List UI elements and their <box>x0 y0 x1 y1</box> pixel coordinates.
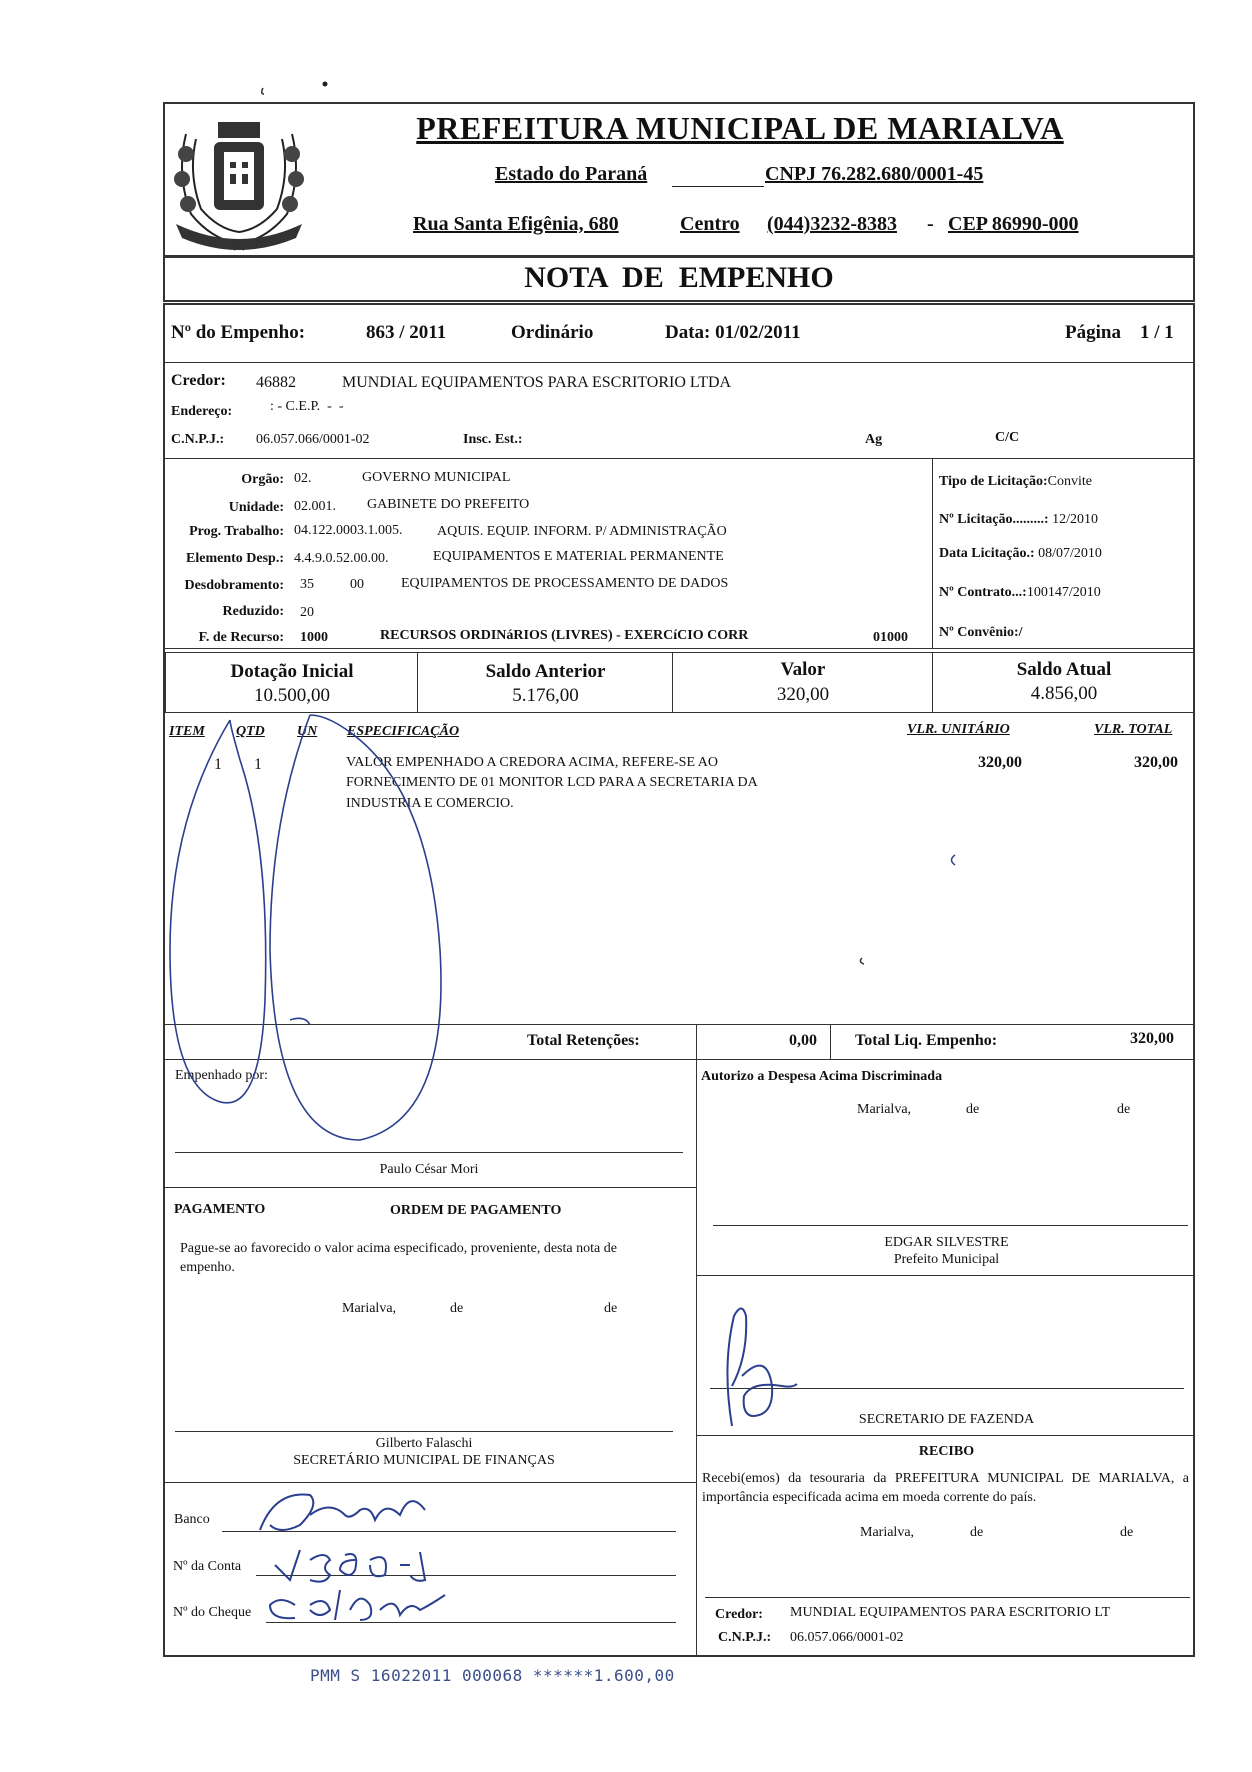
divider <box>830 1024 831 1059</box>
address-phone: (044)3232-8383 <box>767 213 897 235</box>
autorizo-de-1: de <box>966 1102 980 1117</box>
desdobramento-sub: 00 <box>350 577 364 592</box>
desdobramento-code: 35 <box>300 577 314 592</box>
address-district: Centro <box>680 213 740 235</box>
credor-address: : - C.E.P. - - <box>270 399 344 414</box>
numero-contrato <box>939 585 1101 601</box>
dotacao-label: Dotação Inicial <box>230 661 354 682</box>
recurso-code: 1000 <box>300 630 328 645</box>
recibo-cnpj: 06.057.066/0001-02 <box>790 1630 904 1645</box>
banco-line <box>222 1531 676 1532</box>
divider <box>672 652 673 713</box>
municipality-cnpj: CNPJ 76.282.680/0001-45 <box>765 163 984 185</box>
ordem-pagamento-label: ORDEM DE PAGAMENTO <box>390 1203 562 1218</box>
credor-code: 46882 <box>256 374 296 391</box>
fazenda-role: SECRETARIO DE FAZENDA <box>858 1412 1035 1427</box>
signature-line <box>175 1431 673 1432</box>
unidade-name: GABINETE DO PREFEITO <box>367 497 530 512</box>
signature-line <box>175 1152 683 1153</box>
payment-stamp: PMM S 16022011 000068 ******1.600,00 <box>310 1666 675 1685</box>
autorizo-de-2: de <box>1117 1102 1131 1117</box>
orgao-label: Orgão: <box>241 472 284 487</box>
signature-line <box>710 1388 1184 1389</box>
saldo-atual-value: 4.856,00 <box>1030 683 1098 704</box>
insc-est-label: Insc. Est.: <box>463 432 523 447</box>
recibo-de-1: de <box>970 1525 984 1540</box>
especificacao-header: ESPECIFICAÇÃO <box>347 724 460 739</box>
reduzido-label: Reduzido: <box>222 604 284 619</box>
numero-licitacao-label: Nº Licitação.........: <box>939 512 1049 527</box>
valor-value: 320,00 <box>776 684 830 705</box>
recibo-de-2: de <box>1120 1525 1134 1540</box>
municipality-title: PREFEITURA MUNICIPAL DE MARIALVA <box>416 110 1064 146</box>
numero-licitacao <box>939 512 1098 528</box>
pagamento-place: Marialva, <box>342 1301 397 1316</box>
pagamento-text: Pague-se ao favorecido o valor acima especificado, proveniente, desta nota de empenho. <box>180 1241 617 1275</box>
qtd-header: QTD <box>236 724 265 739</box>
un-header: UN <box>297 724 318 739</box>
elemento-code: 4.4.9.0.52.00.00. <box>294 551 389 566</box>
pagamento-role: SECRETÁRIO MUNICIPAL DE FINANÇAS <box>293 1453 555 1468</box>
signature-line <box>713 1225 1188 1226</box>
cheque-line <box>266 1622 676 1623</box>
item-header: ITEM <box>169 724 205 739</box>
credor-cnpj: 06.057.066/0001-02 <box>256 432 370 447</box>
data-licitacao-value: 08/07/2010 <box>1038 546 1102 561</box>
account-label: C/C <box>995 430 1020 445</box>
saldo-anterior-label: Saldo Anterior <box>485 661 606 682</box>
cheque-label: Nº do Cheque <box>173 1605 252 1620</box>
doc-title: NOTA DE EMPENHO <box>524 261 834 294</box>
address-cep: CEP 86990-000 <box>948 213 1079 235</box>
credor-name: MUNDIAL EQUIPAMENTOS PARA ESCRITORIO LTDA <box>342 374 732 391</box>
vlr-total-header: VLR. TOTAL <box>1094 722 1173 737</box>
autorizo-label: Autorizo a Despesa Acima Discriminada <box>701 1069 943 1084</box>
divider <box>696 1435 1195 1436</box>
agency-label: Ag <box>865 432 883 447</box>
divider <box>163 1482 696 1483</box>
desdobramento-label: Desdobramento: <box>184 578 284 593</box>
data-licitacao <box>939 546 1102 562</box>
pagamento-de-1: de <box>450 1301 464 1316</box>
tipo-licitacao-label: Tipo de Licitação: <box>939 474 1048 489</box>
pagamento-signer: Gilberto Falaschi <box>375 1436 473 1451</box>
recibo-credor-label: Credor: <box>715 1607 763 1622</box>
divider <box>163 648 1195 649</box>
credor-cnpj-label: C.N.P.J.: <box>171 432 225 447</box>
liq-empenho-value: 320,00 <box>1130 1030 1174 1047</box>
valor-label: Valor <box>780 659 826 680</box>
liq-empenho-label: Total Liq. Empenho: <box>855 1032 998 1049</box>
autorizo-role: Prefeito Municipal <box>893 1252 1000 1267</box>
tipo-licitacao-value: Convite <box>1047 474 1092 489</box>
divider <box>932 458 933 648</box>
item-spec-line-1: VALOR EMPENHADO A CREDORA ACIMA, REFERE-SE AO <box>346 755 718 770</box>
banco-label: Banco <box>174 1512 210 1527</box>
recibo-text: Recebi(emos) da tesouraria da PREFEITURA MUNICIPAL DE MARIALVA, a importância especificada acima em moeda corrente do país. <box>702 1471 1189 1505</box>
orgao-code: 02. <box>294 471 312 486</box>
page-number: 1 / 1 <box>1140 322 1174 343</box>
numero-licitacao-value: 12/2010 <box>1052 512 1098 527</box>
coat-of-arms-logo <box>166 104 312 252</box>
item-qty: 1 <box>254 756 262 773</box>
elemento-name: EQUIPAMENTOS E MATERIAL PERMANENTE <box>433 549 724 564</box>
empenho-type: Ordinário <box>511 322 594 343</box>
elemento-label: Elemento Desp.: <box>186 551 284 566</box>
divider <box>696 1275 1195 1276</box>
credor-label: Credor: <box>171 372 226 389</box>
numero-convenio-label: Nº Convênio:/ <box>939 625 1023 640</box>
empenhado-label: Empenhado por: <box>175 1068 268 1083</box>
retencoes-value: 0,00 <box>789 1032 817 1049</box>
orgao-name: GOVERNO MUNICIPAL <box>362 470 511 485</box>
empenho-number: 863 / 2011 <box>366 322 447 343</box>
state-name: Estado do Paraná <box>495 163 648 185</box>
pagamento-de-2: de <box>604 1301 618 1316</box>
prog-name: AQUIS. EQUIP. INFORM. P/ ADMINISTRAÇÃO <box>437 524 727 539</box>
retencoes-label: Total Retenções: <box>527 1032 640 1049</box>
address-street: Rua Santa Efigênia, 680 <box>413 213 619 235</box>
recurso-label: F. de Recurso: <box>198 630 284 645</box>
autorizo-place: Marialva, <box>857 1102 912 1117</box>
prog-label: Prog. Trabalho: <box>189 524 284 539</box>
recurso-code2: 01000 <box>873 630 908 645</box>
numero-contrato-value: 100147/2010 <box>1026 585 1101 600</box>
divider <box>417 652 418 713</box>
data-licitacao-label: Data Licitação.: <box>939 546 1035 561</box>
autorizo-signer: EDGAR SILVESTRE <box>884 1235 1009 1250</box>
item-spec-line-3: INDUSTRIA E COMERCIO. <box>346 796 514 811</box>
desdobramento-name: EQUIPAMENTOS DE PROCESSAMENTO DE DADOS <box>401 576 729 591</box>
saldo-anterior-value: 5.176,00 <box>512 685 579 706</box>
divider <box>163 458 1195 459</box>
recibo-place: Marialva, <box>860 1525 915 1540</box>
prog-code: 04.122.0003.1.005. <box>294 523 403 538</box>
divider <box>163 362 1195 363</box>
pagamento-label: PAGAMENTO <box>174 1202 266 1217</box>
item-unit-price: 320,00 <box>978 754 1022 771</box>
recibo-label: RECIBO <box>918 1444 975 1459</box>
item-total-price: 320,00 <box>1134 754 1178 771</box>
divider <box>163 1187 696 1188</box>
divider <box>696 1024 697 1656</box>
address-dash: - <box>927 213 934 235</box>
item-number: 1 <box>214 756 222 773</box>
conta-label: Nº da Conta <box>173 1559 242 1574</box>
empenhado-signer: Paulo César Mori <box>379 1162 479 1177</box>
recibo-cnpj-label: C.N.P.J.: <box>718 1630 772 1645</box>
recibo-credor-name: MUNDIAL EQUIPAMENTOS PARA ESCRITORIO LT <box>790 1605 1111 1620</box>
dotacao-value: 10.500,00 <box>254 685 330 706</box>
page-label: Página <box>1065 322 1121 343</box>
unidade-label: Unidade: <box>228 500 284 515</box>
divider <box>163 1059 1195 1060</box>
conta-line <box>256 1575 676 1576</box>
reduzido-value: 20 <box>300 605 314 620</box>
address-label: Endereço: <box>171 404 233 419</box>
recurso-name: RECURSOS ORDINáRIOS (LIVRES) - EXERCíCIO CORR <box>380 628 749 643</box>
divider <box>932 652 933 713</box>
numero-contrato-label: Nº Contrato...: <box>939 585 1027 600</box>
tipo-licitacao <box>939 474 1092 490</box>
item-spec-line-2: FORNECIMENTO DE 01 MONITOR LCD PARA A SECRETARIA DA <box>346 775 758 790</box>
empenho-date: Data: 01/02/2011 <box>665 322 801 343</box>
state-underline-gap <box>672 186 764 187</box>
unidade-code: 02.001. <box>294 499 336 514</box>
saldo-atual-label: Saldo Atual <box>1016 659 1112 680</box>
vlr-unitario-header: VLR. UNITÁRIO <box>907 722 1010 737</box>
divider <box>163 1024 1195 1025</box>
empenho-label: Nº do Empenho: <box>171 322 306 343</box>
signature-line <box>705 1597 1190 1598</box>
